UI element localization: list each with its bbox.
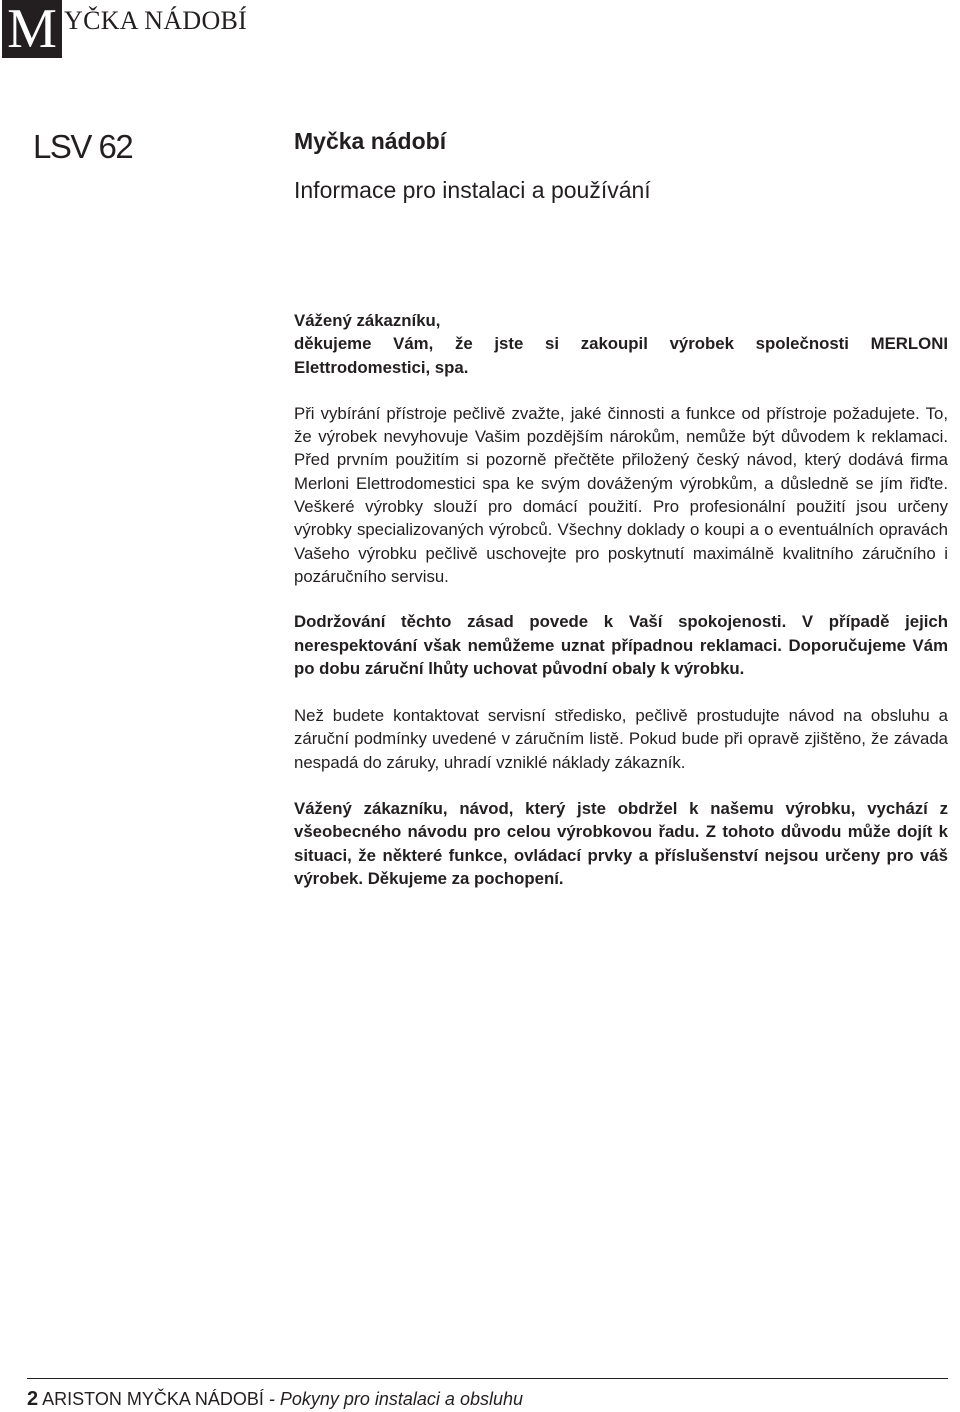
page-subtitle: Informace pro instalaci a používání xyxy=(294,177,651,203)
header-initial-box: M xyxy=(2,0,62,58)
greeting-thanks: děkujeme Vám, že jste si zakoupil výrobek společnosti MERLONI Elettrodomestici, spa. xyxy=(294,334,948,377)
model-number: LSV 62 xyxy=(33,128,133,165)
page-number: 2 xyxy=(27,1388,39,1410)
footer-divider xyxy=(27,1378,948,1379)
footer-subtitle: Pokyny pro instalaci a obsluhu xyxy=(279,1389,523,1409)
paragraph-selection-advice: Při vybírání přístroje pečlivě zvažte, jaké činnosti a funkce od přístroje požadujete. To, že výrobek nevyhovuje Vašim pozdějším nárokům, nemůže být důvodem k reklamaci. Před prvním použitím si pozorně přečtěte přiložený český návod, který dodává firma Merloni Elettrodomestici spa ke svým dováženým výrobkům, a důsledně se jím řiďte. Veškeré výrobky slouží pro domácí použití. Pro profesionální použití jsou určeny výrobky specializovaných výrobců. Všechny doklady o koupi a o eventuálních opravách Vašeho výrobku pečlivě uschovejte pro poskytnutí maximálně kvalitního záručního i pozáručního servisu. xyxy=(294,403,948,586)
page-title: Myčka nádobí xyxy=(294,128,447,154)
footer-brand: ARISTON MYČKA NÁDOBÍ xyxy=(42,1389,264,1409)
greeting-salutation: Vážený zákazníku, xyxy=(294,311,441,330)
paragraph-general-manual-notice: Vážený zákazníku, návod, který jste obdržel k našemu výrobku, vychází z všeobecného návodu pro celou výrobkovou řadu. Z tohoto důvodu může dojít k situaci, že některé funkce, ovládací prvky a příslušenství nejsou určeny pro váš výrobek. Děkujeme za pochopení. xyxy=(294,799,948,888)
page-footer xyxy=(27,1388,523,1411)
paragraph-compliance-notice: Dodržování těchto zásad povede k Vaší spokojenosti. V případě jejich nerespektování však nemůžeme uznat případnou reklamaci. Doporučujeme Vám po dobu záruční lhůty uchovat původní obaly k výrobku. xyxy=(294,612,948,678)
header-title: YČKA NÁDOBÍ xyxy=(64,6,248,35)
footer-separator: - xyxy=(263,1389,280,1409)
document-body xyxy=(294,309,948,890)
paragraph-service-notice: Než budete kontaktovat servisní středisko, pečlivě prostudujte návod na obsluhu a záruční podmínky uvedené v záručním listě. Pokud bude při opravě zjištěno, že závada nespadá do záruky, uhradí vzniklé náklady zákazník. xyxy=(294,706,948,772)
